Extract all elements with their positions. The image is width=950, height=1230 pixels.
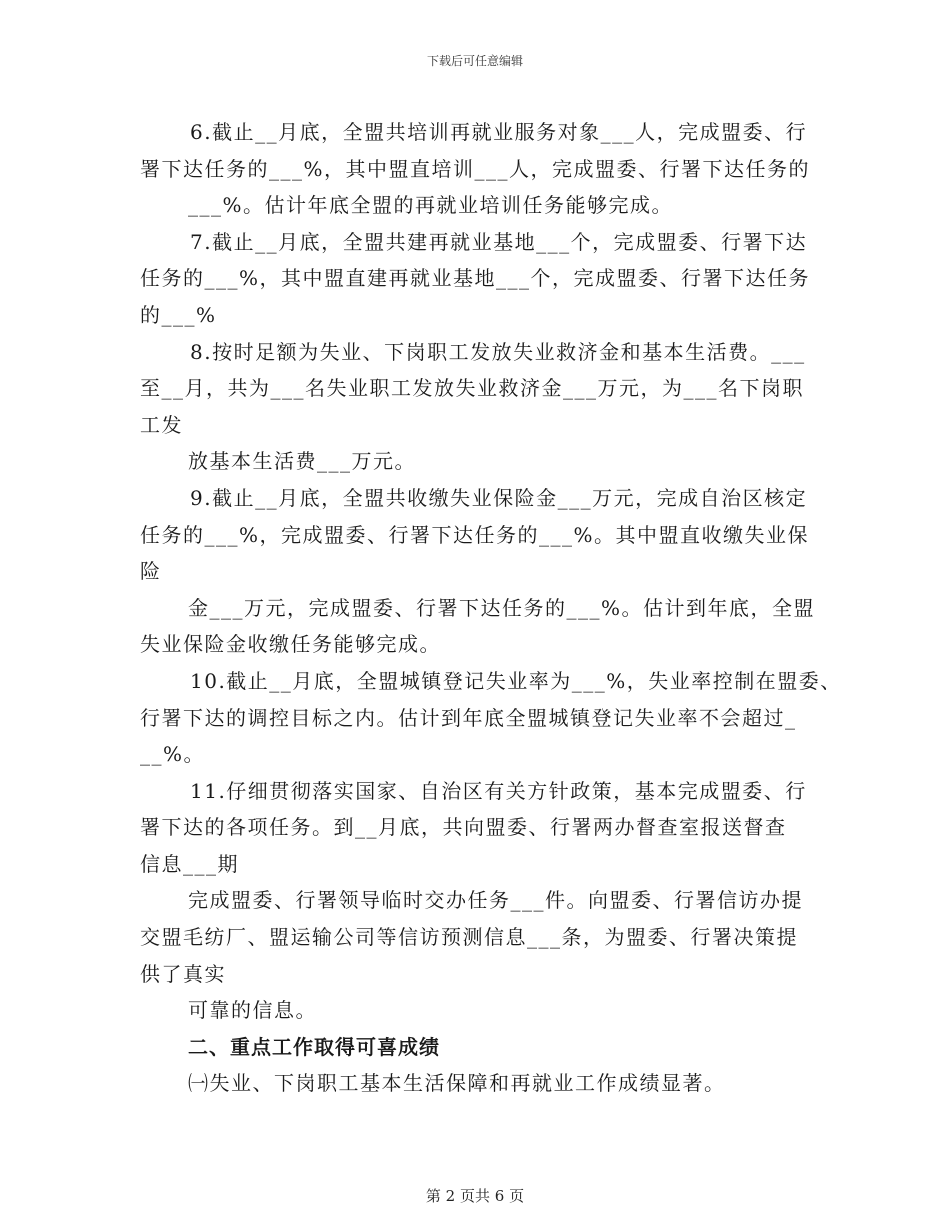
text-line: 信息___期 (140, 851, 239, 876)
text-line: 任务的___%，完成盟委、行署下达任务的___%。其中盟直收缴失业保 (140, 522, 810, 547)
text-line: __%。 (140, 742, 206, 767)
page-footer: 第 2 页共 6 页 (425, 1187, 525, 1205)
text-line: ___%。估计年底全盟的再就业培训任务能够完成。 (188, 193, 674, 218)
text-line: 工发 (140, 412, 183, 437)
text-line: 署下达的各项任务。到__月底，共向盟委、行署两办督查室报送督查 (140, 815, 787, 840)
text-line: 7.截止__月底，全盟共建再就业基地___个，完成盟委、行署下达 (190, 229, 808, 254)
document-body (140, 114, 842, 1102)
section-heading: 二、重点工作取得可喜成绩 (188, 1034, 440, 1059)
text-line: 9.截止__月底，全盟共收缴失业保险金___万元，完成自治区核定 (190, 485, 808, 510)
text-line: 放基本生活费___万元。 (188, 449, 416, 474)
text-line: 8.按时足额为失业、下岗职工发放失业救济金和基本生活费。___ (190, 339, 806, 364)
text-line: 完成盟委、行署领导临时交办任务___件。向盟委、行署信访办提 (188, 888, 803, 913)
text-line: 10.截止__月底，全盟城镇登记失业率为___%，失业率控制在盟委、 (190, 668, 842, 693)
text-line: 署下达任务的___%，其中盟直培训___人，完成盟委、行署下达任务的 (140, 156, 811, 181)
text-line: 可靠的信息。 (188, 998, 317, 1023)
text-line: 的___% (140, 302, 217, 327)
text-line: 金___万元，完成盟委、行署下达任务的___%。估计到年底，全盟 (188, 595, 816, 620)
page-header: 下载后可任意编辑 (426, 54, 523, 68)
text-line: ㈠失业、下岗职工基本生活保障和再就业工作成绩显著。 (188, 1071, 726, 1096)
text-line: 交盟毛纺厂、盟运输公司等信访预测信息___条，为盟委、行署决策提 (140, 925, 798, 950)
text-line: 至__月，共为___名失业职工发放失业救济金___万元，为___名下岗职 (140, 376, 804, 401)
text-line: 11.仔细贯彻落实国家、自治区有关方针政策，基本完成盟委、行 (190, 778, 807, 803)
text-line: 险 (140, 559, 162, 584)
text-line: 行署下达的调控目标之内。估计到年底全盟城镇登记失业率不会超过_ (140, 705, 797, 730)
text-line: 6.截止__月底，全盟共培训再就业服务对象___人，完成盟委、行 (190, 120, 808, 144)
text-line: 失业保险金收缴任务能够完成。 (140, 632, 441, 657)
text-line: 供了真实 (140, 961, 226, 986)
text-line: 任务的___%，其中盟直建再就业基地___个，完成盟委、行署下达任务 (140, 266, 811, 291)
